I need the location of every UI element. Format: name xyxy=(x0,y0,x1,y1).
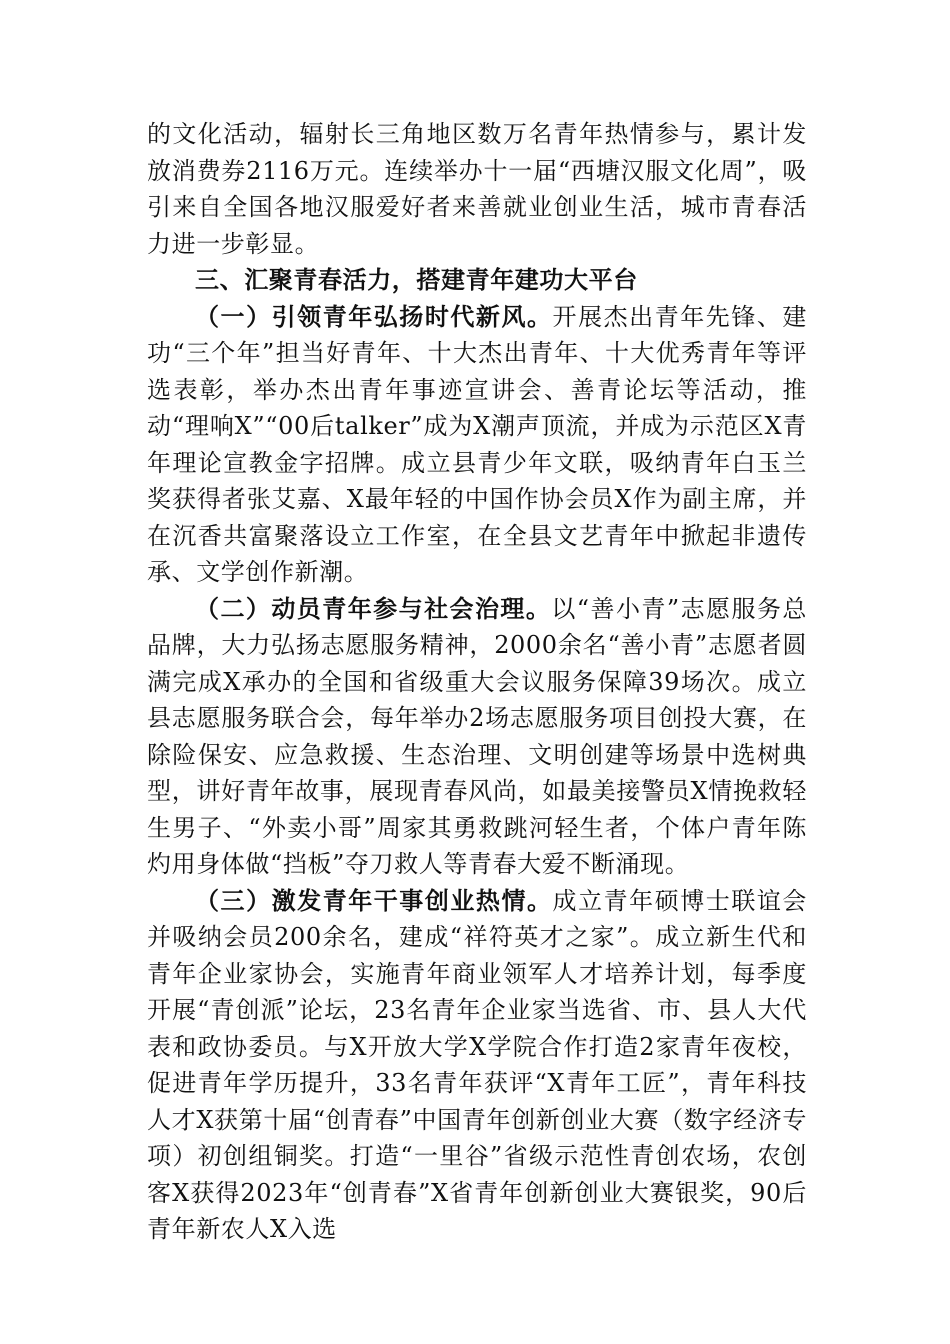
paragraph-intro xyxy=(147,116,807,262)
item-2-lead: （二）动员青年参与社会治理。 xyxy=(195,593,552,623)
item-1-paragraph xyxy=(147,299,807,591)
item-2-text: 以“善小青”志愿服务总品牌，大力弘扬志愿服务精神，2000余名“善小青”志愿者圆满完成X承办的全国和省级重大会议服务保障39场次。成立县志愿服务联合会，每年举办2场志愿服务项目创投大赛，在除险保安、应急救援、生态治理、文明创建等场景中选树典型，讲好青年故事，展现青春风尚，如最美接警员X情挽救轻生男子、“外卖小哥”周家其勇救跳河轻生者，个体户青年陈灼用身体做“挡板”夺刀救人等青春大爱不断涌现。 xyxy=(147,594,808,878)
document-body xyxy=(147,116,807,1248)
item-3-lead: （三）激发青年干事创业热情。 xyxy=(195,885,553,915)
paragraph-intro-text: 的文化活动，辐射长三角地区数万名青年热情参与，累计发放消费券2116万元。连续举办十一届“西塘汉服文化周”，吸引来自全国各地汉服爱好者来善就业创业生活，城市青春活力进一步彰显。 xyxy=(147,120,807,258)
item-2-paragraph xyxy=(147,591,807,883)
item-3-paragraph xyxy=(147,883,807,1248)
item-3-text: 成立青年硕博士联谊会并吸纳会员200余名，建成“祥符英才之家”。成立新生代和青年企业家协会，实施青年商业领军人才培养计划，每季度开展“青创派”论坛，23名青年企业家当选省、市、县人大代表和政协委员。与X开放大学X学院合作打造2家青年夜校，促进青年学历提升，33名青年获评“X青年工匠”，青年科技人才X获第十届“创青春”中国青年创新创业大赛（数字经济专项）初创组铜奖。打造“一里谷”省级示范性青创农场，农创客X获得2023年“创青春”X省青年创新创业大赛银奖，90后青年新农人X入选 xyxy=(147,886,807,1243)
section-heading: 三、汇聚青春活力，搭建青年建功大平台 xyxy=(195,266,638,294)
item-1-text: 开展杰出青年先锋、建功“三个年”担当好青年、十大杰出青年、十大优秀青年等评选表彰，举办杰出青年事迹宣讲会、善青论坛等活动，推动“理响X”“00后talker”成为X潮声顶流，并成为示范区X青年理论宣教金字招牌。成立县青少年文联，吸纳青年白玉兰奖获得者张艾嘉、X最年轻的中国作协会员X作为副主席，并在沉香共富聚落设立工作室，在全县文艺青年中掀起非遗传承、文学创作新潮。 xyxy=(147,302,807,586)
item-1-lead: （一）引领青年弘扬时代新风。 xyxy=(195,301,553,331)
